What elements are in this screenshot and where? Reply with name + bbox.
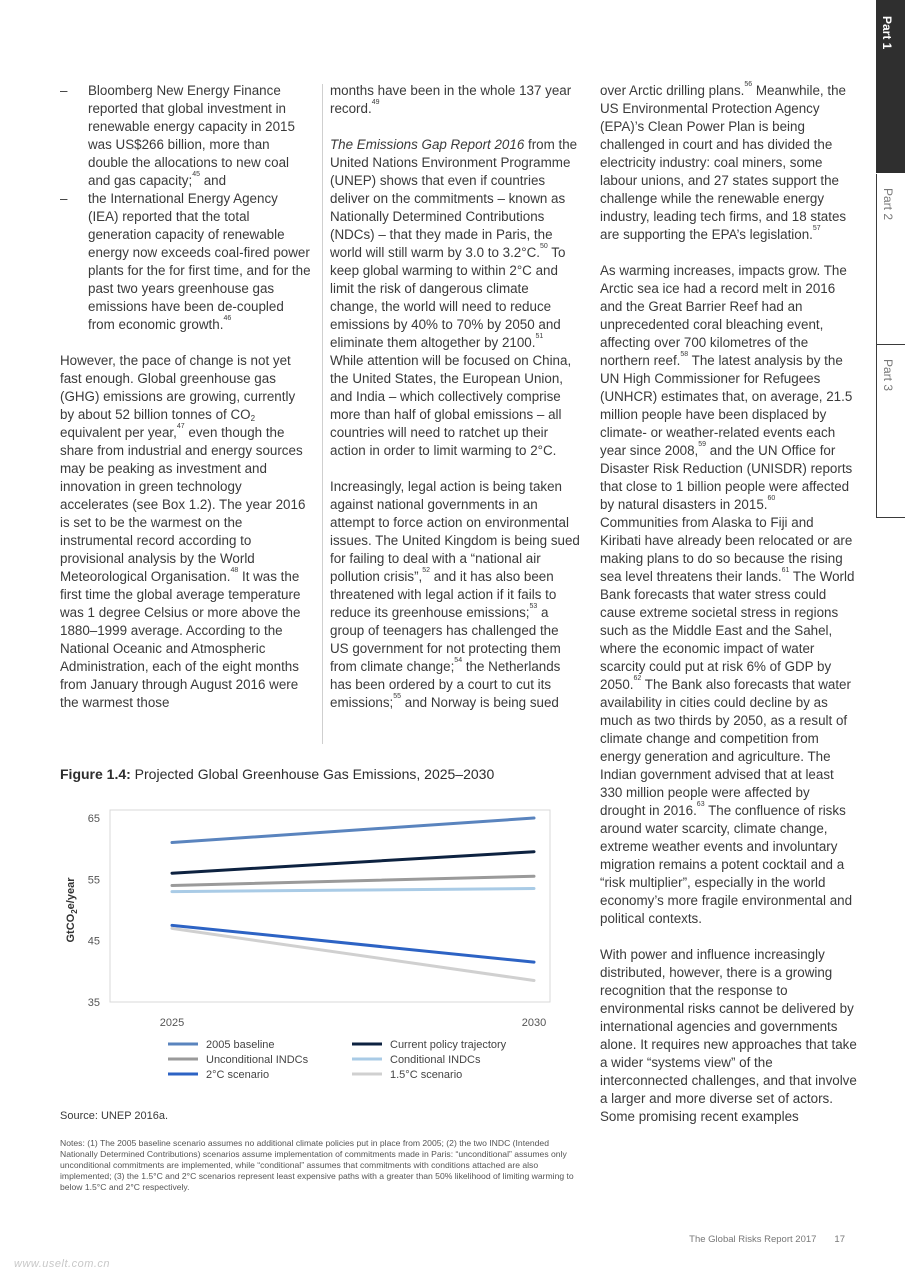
- footnote-ref[interactable]: 59: [698, 441, 707, 448]
- footnote-ref[interactable]: 52: [422, 567, 431, 574]
- bullet-list: [60, 82, 312, 334]
- legend-label: Conditional INDCs: [390, 1054, 481, 1066]
- y-tick-label: 35: [87, 997, 100, 1009]
- text-column-1: [60, 82, 312, 712]
- paragraph: months have been in the whole 137 year record.$^{49}$: [330, 83, 572, 116]
- footnote-ref[interactable]: 45: [192, 171, 201, 178]
- tab-part-2-label: Part 2: [881, 188, 895, 221]
- report-title: The Emissions Gap Report 2016: [330, 137, 525, 152]
- footnote-ref[interactable]: 63: [696, 801, 705, 808]
- report-name: The Global Risks Report 2017: [689, 1234, 817, 1245]
- watermark: www.uselt.com.cn: [14, 1258, 111, 1270]
- figure-label: Figure 1.4:: [60, 766, 131, 782]
- x-tick-label: 2030: [521, 1017, 547, 1029]
- list-item: – the International Energy Agency (IEA) reported that the total generation capacity of renewable energy now exceeds coal-fired power plants for the for first time, and for the past two years greenhouse gas emissions have been de-coupled from economic growth.$^{46}$: [60, 190, 312, 334]
- paragraph: The Emissions Gap Report 2016 from the United Nations Environment Programme (UNEP) shows that even if countries deliver on the commitments – known as Nationally Determined Contributions (NDCs) – that they made in Paris, the world will still warm by 3.0 to 3.2°C.$^{50}$ To keep global warming to within 2°C and limit the risk of dangerous climate change, the world will need to reduce emissions by 40% to 70% by 2050 and eliminate them altogether by 2100.51 While attention will be focused on China, the United States, the European Union, and India – which collectively comprise more than half of global emissions – all countries will need to ratchet up their action in order to limit warming to 2°C.: [330, 137, 578, 458]
- paragraph: However, the pace of change is not yet fast enough. Global greenhouse gas (GHG) emissions are growing, currently by about 52 billion tonnes of CO2 equivalent per year,$^{47}$ even though the share from industrial and energy sources may be peaking as investment and innovation in green technology accelerates (see Box 1.2). The year 2016 is set to be the warmest on the instrumental record according to provisional analysis by the World Meteorological Organisation.$^{48}$ It was the first time the global average temperature was 1 degree Celsius or more above the 1880–1999 average. According to the National Oceanic and Atmospheric Administration, each of the eight months from January through August 2016 were the warmest those: [60, 353, 306, 710]
- emissions-line-chart: [60, 800, 580, 1100]
- figure-notes: Notes: (1) The 2005 baseline scenario assumes no additional climate policies put in place from 2005; (2) the two INDC (Intended Nationally Determined Contributions) scenarios assume implementation of commitments made in Paris: “unconditional” assumes only unconditional commitments are implemented, while “conditional” assumes that commitments with conditions attached are also implemented; (3) the 1.5°C and 2°C scenarios represent least expensive paths with a greater than 50% likelihood of limiting warming to below 1.5°C and 2°C respectively.: [60, 1138, 574, 1192]
- x-tick-label: 2025: [159, 1017, 185, 1029]
- footnote-ref[interactable]: 46: [223, 315, 232, 322]
- legend-label: 2005 baseline: [206, 1039, 275, 1051]
- series-line: [172, 876, 534, 885]
- footnote-ref[interactable]: 50: [540, 243, 548, 250]
- tab-part-2[interactable]: [876, 174, 905, 345]
- tab-part-1[interactable]: [876, 0, 905, 173]
- footnote-ref[interactable]: 49: [371, 99, 380, 106]
- footnote-ref[interactable]: 60: [767, 495, 776, 502]
- figure-title: Figure 1.4: Projected Global Greenhouse Gas Emissions, 2025–2030: [60, 766, 495, 782]
- tab-part-3[interactable]: [876, 345, 905, 518]
- footnote-ref[interactable]: 48: [230, 567, 239, 574]
- series-line: [172, 889, 534, 892]
- paragraph: With power and influence increasingly distributed, however, there is a growing recognition that the response to environmental risks cannot be delivered by international agencies and governments alone. It requires new approaches that take a wider “systems view” of the interconnected challenges, and that involve a larger and more diverse set of actors. Some promising recent examples: [600, 947, 857, 1124]
- column-divider: [322, 84, 323, 744]
- text-column-2: [330, 82, 580, 712]
- legend-label: Unconditional INDCs: [206, 1054, 309, 1066]
- y-tick-label: 55: [87, 874, 100, 887]
- series-line: [172, 925, 534, 962]
- footnote-ref[interactable]: 47: [176, 423, 185, 430]
- paragraph: Increasingly, legal action is being taken against national governments in an attempt to force action on environmental issues. The United Kingdom is being sued for failing to deal with a “national air pollution crisis”,$^{52}$ and it has also been threatened with legal action if it fails to reduce its greenhouse emissions;$^{53}$ a group of teenagers has challenged the US government for not protecting them from climate change;$^{54}$ the Netherlands has been ordered by a court to cut its emissions;$^{55}$ and Norway is being sued: [330, 479, 580, 710]
- tab-part-1-label: Part 1: [880, 16, 894, 50]
- footnote-ref[interactable]: 54: [454, 657, 463, 664]
- tab-part-3-label: Part 3: [881, 359, 895, 392]
- y-tick-label: 65: [87, 813, 100, 825]
- page-footer: [689, 1234, 845, 1245]
- legend-label: 2°C scenario: [206, 1069, 270, 1081]
- series-line: [172, 928, 534, 980]
- list-item: – Bloomberg New Energy Finance reported that global investment in renewable energy capacity in 2015 was US$266 billion, more than double the allocations to new coal and gas capacity;$^{45}$ and: [60, 82, 312, 190]
- footnote-ref[interactable]: 53: [529, 603, 538, 610]
- legend-label: 1.5°C scenario: [390, 1069, 463, 1081]
- text-column-3: [600, 82, 857, 1126]
- series-line: [172, 852, 534, 873]
- series-line: [172, 818, 534, 843]
- page-number: 17: [834, 1234, 845, 1245]
- footnote-ref[interactable]: 61: [781, 567, 790, 574]
- paragraph: over Arctic drilling plans.$^{56}$ Meanwhile, the US Environmental Protection Agency (EPA)’s Clean Power Plan is being challenged in court and has divided the electricity industry: coal miners, some labour unions, and 27 states support the challenge while the renewable energy industry, leading tech firms, and 18 states are supporting the EPA’s legislation.$^{57}$: [600, 81, 847, 242]
- footnote-ref[interactable]: 57: [812, 225, 821, 232]
- y-tick-label: 45: [87, 935, 100, 948]
- y-axis-label: GtCO$_2$e/year: [65, 877, 79, 943]
- footnote-ref[interactable]: 58: [680, 351, 689, 358]
- footnote-ref[interactable]: 62: [633, 675, 642, 682]
- footnote-ref[interactable]: 51: [535, 333, 544, 340]
- legend-label: Current policy trajectory: [390, 1039, 507, 1051]
- figure-source: Source: UNEP 2016a.: [60, 1110, 169, 1122]
- footnote-ref[interactable]: 55: [393, 693, 402, 700]
- footnote-ref[interactable]: 56: [744, 81, 753, 88]
- paragraph: As warming increases, impacts grow. The Arctic sea ice had a record melt in 2016 and the Great Barrier Reef had an unprecedented coral bleaching event, affecting over 700 kilometres of the northern reef.$^{58}$ The latest analysis by the UN High Commissioner for Refugees (UNHCR) estimates that, on average, 21.5 million people have been displaced by climate- or weather-related events each year since 2008,59 and the UN Office for Disaster Risk Reduction (UNISDR) reports that close to 1 billion people were affected by natural disasters in 2015.60 Communities from Alaska to Fiji and Kiribati have already been relocated or are making plans to do so because the rising sea level threatens their lands.$^{61}$ The World Bank forecasts that water stress could cause extreme societal stress in regions such as the Middle East and the Sahel, where the economic impact of water scarcity could put at risk 6% of GDP by 2050.62 The Bank also forecasts that water availability in cities could decline by as much as two thirds by 2050, as a result of climate change and competition from energy generation and agriculture. The Indian government advised that at least 330 million people were affected by drought in 2016.63 The confluence of risks around water scarcity, climate change, extreme weather events and involuntary migration remains a potent cocktail and a “risk multiplier”, especially in the world economy’s more fragile environmental and political contexts.: [600, 263, 855, 926]
